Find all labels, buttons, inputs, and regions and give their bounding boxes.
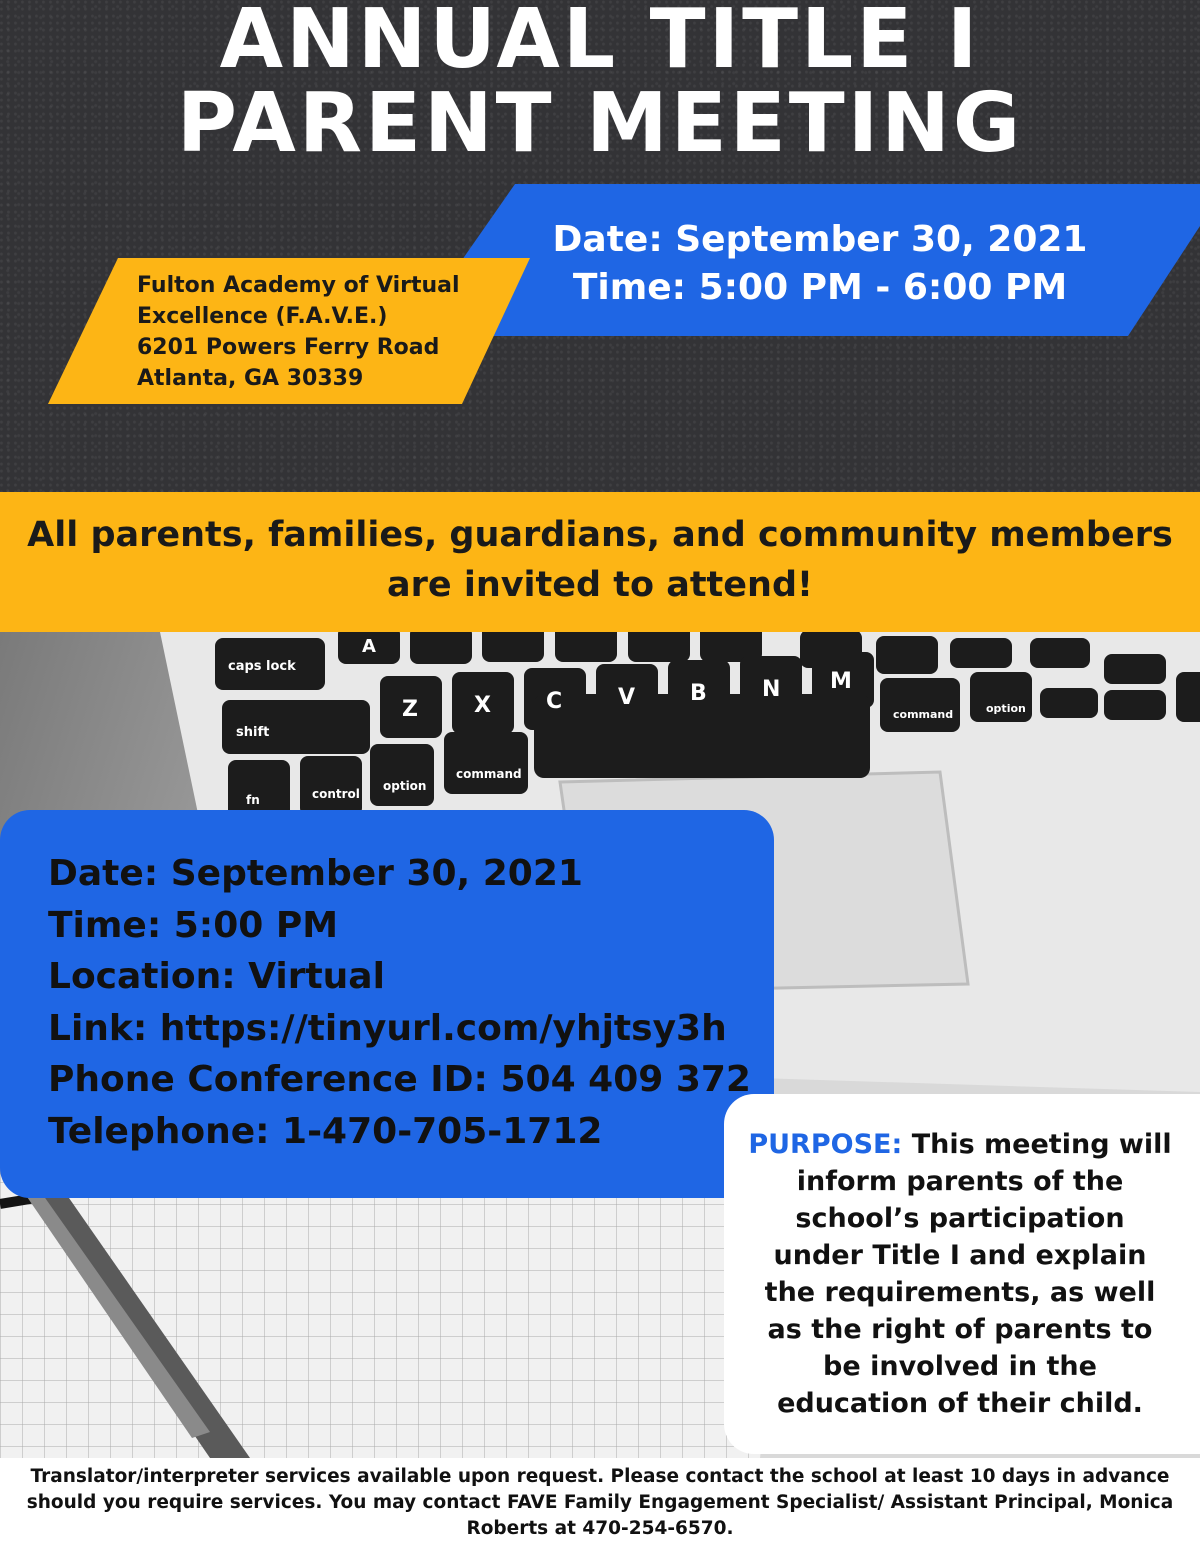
key-arrow-left — [1040, 688, 1098, 718]
header-date: Date: September 30, 2021 — [552, 219, 1088, 260]
details-date: Date: September 30, 2021 — [48, 853, 583, 894]
invite-text — [0, 510, 1200, 610]
purpose-label: PURPOSE: — [748, 1129, 903, 1160]
key — [410, 632, 472, 664]
key-label-z: Z — [402, 697, 418, 722]
key-label-a: A — [362, 636, 376, 657]
key-label-command-right: command — [893, 708, 954, 721]
key-arrow-right — [1176, 672, 1200, 722]
key — [628, 632, 690, 662]
details-link[interactable]: Link: https://tinyurl.com/yhjtsy3h — [48, 1007, 727, 1049]
key-option-left — [370, 744, 434, 806]
key — [876, 636, 938, 674]
key-label-x: X — [474, 693, 491, 718]
key — [482, 632, 544, 662]
key-label-b: B — [690, 681, 707, 706]
details-telephone[interactable]: Telephone: 1-470-705-1712 — [48, 1110, 603, 1152]
details-conference-id: Phone Conference ID: 504 409 372 — [48, 1059, 751, 1100]
key-label-control: control — [312, 787, 360, 801]
key-label-m: M — [830, 669, 852, 694]
school-name-line-1: Fulton Academy of Virtual — [137, 273, 460, 298]
school-name-line-2: Excellence (F.A.V.E.) — [137, 304, 388, 329]
title-line-1: ANNUAL TITLE I — [219, 0, 981, 87]
key-space — [534, 694, 870, 778]
key-arrow-up — [1104, 654, 1166, 684]
key-label-command: command — [456, 767, 522, 781]
details-time: Time: 5:00 PM — [48, 904, 339, 946]
key-command-right — [880, 678, 960, 732]
key-label-fn: fn — [246, 793, 260, 807]
school-street: 6201 Powers Ferry Road — [137, 335, 440, 360]
footer-notice: Translator/interpreter services available upon request. Please contact the school at least 10 days in advance should you require services. You may contact FAVE Family Engagement Specialist/ Assistant Principal, Monica Roberts at 470-254-6570. — [26, 1466, 1174, 1539]
key-label-v: V — [618, 685, 636, 710]
school-city: Atlanta, GA 30339 — [137, 366, 364, 391]
header-time: Time: 5:00 PM - 6:00 PM — [572, 267, 1068, 308]
meeting-details — [48, 848, 768, 1157]
key — [555, 632, 617, 662]
invite-line-1: All parents, families, guardians, and community members — [27, 515, 1173, 555]
details-location: Location: Virtual — [48, 956, 385, 997]
purpose-statement — [748, 1126, 1172, 1422]
key-label-option: option — [383, 779, 427, 793]
key-label-option-right: option — [986, 702, 1026, 715]
invite-line-2: are invited to attend! — [387, 565, 813, 605]
key-label-caps-lock: caps lock — [228, 659, 296, 674]
key — [950, 638, 1012, 668]
key-command-left — [444, 732, 528, 794]
key-label-c: C — [546, 689, 563, 714]
date-time-header — [540, 216, 1100, 312]
key-arrow-down — [1104, 690, 1166, 720]
key-control — [300, 756, 362, 816]
key-label-n: N — [762, 677, 781, 702]
purpose-text: This meeting will inform parents of the school’s participation under Title I and explain the requirements, as well as the right of parents to be involved in the education of their child. — [764, 1129, 1172, 1419]
key-label-shift: shift — [236, 725, 270, 740]
title-line-2: PARENT MEETING — [176, 76, 1024, 171]
school-address — [137, 270, 497, 394]
key — [1030, 638, 1090, 668]
